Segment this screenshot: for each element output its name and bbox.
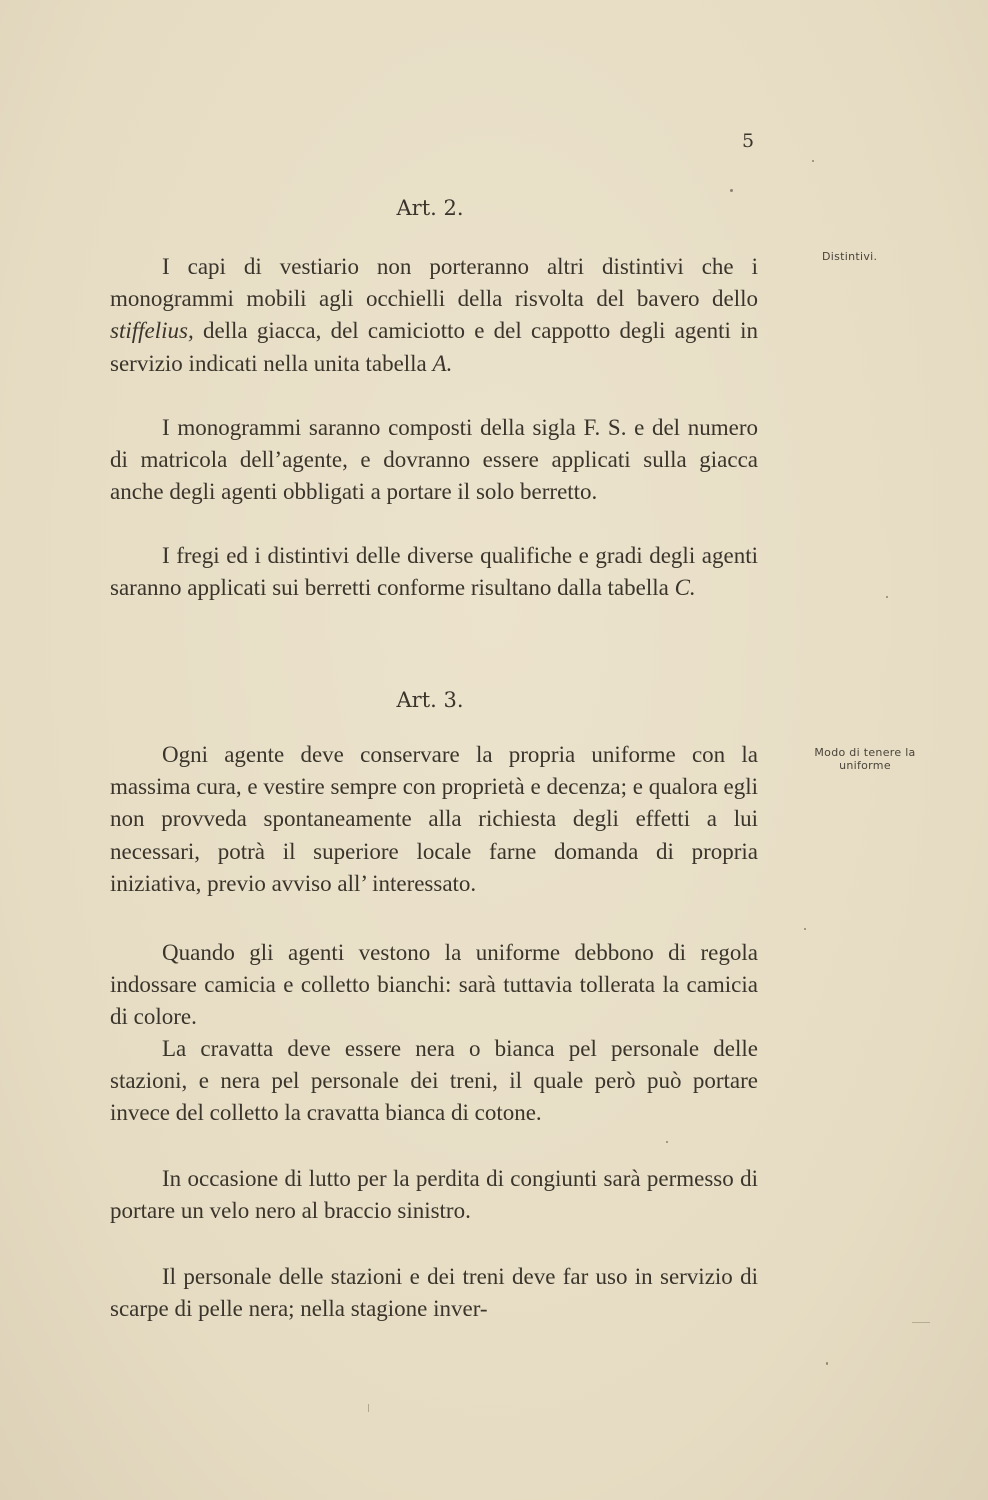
article-3-paragraph-4: In occasione di lutto per la perdita di congiunti sarà permesso di portare un velo nero al braccio sinistro. — [110, 1166, 758, 1224]
article-3-paragraph-3: La cravatta deve essere nera o bianca pel personale delle stazioni, e nera pel personale dei treni, il quale però può portare invece del colletto la cravatta bianca di cotone. — [110, 1036, 758, 1126]
paper-speck — [886, 596, 888, 598]
p1-text-b: della giacca, del camiciotto e del cappotto degli agenti in servizio indicati nella unita tabella — [110, 318, 758, 376]
paper-speck — [730, 189, 733, 192]
article-2-heading: Art. 2. — [396, 196, 464, 220]
article-2-paragraph-1 — [110, 251, 758, 380]
article-3-paragraph-5: Il personale delle stazioni e dei treni deve far uso in servizio di scarpe di pelle nera; nella stagione inver- — [110, 1264, 758, 1322]
margin-note-modo-uniforme: Modo di tenere la uniforme — [814, 746, 916, 772]
p1-text-a: I capi di vestiario non porteranno altri distintivi che i monogrammi mobili agli occhielli della risvolta del bavero dello — [110, 254, 758, 312]
article-3-paragraph-1: Ogni agente deve conservare la propria uniforme con la massima cura, e vestire sempre con proprietà e decenza; e qualora egli non provveda spontaneamente alla richiesta degli effetti a lui necessari, potrà il superiore locale farne domanda di propria iniziativa, previo avviso all’ interessato. — [110, 742, 758, 896]
paper-speck — [826, 1362, 828, 1365]
paper-speck — [912, 1322, 930, 1323]
paper-speck — [666, 1141, 668, 1143]
paper-speck — [368, 1404, 369, 1412]
article-2-paragraph-3 — [110, 540, 758, 604]
p3-text: I fregi ed i distintivi delle diverse qualifiche e gradi degli agenti saranno applicati sui berretti conforme risultano dalla tabella — [110, 543, 758, 601]
article-3-paragraph-2: Quando gli agenti vestono la uniforme debbono di regola indossare camicia e colletto bianchi: sarà tuttavia tollerata la camicia di colore. — [110, 940, 758, 1030]
paper-speck — [804, 928, 806, 930]
p1-table-ref: A. — [432, 350, 453, 376]
article-3-heading: Art. 3. — [396, 688, 464, 712]
p3-table-ref: C. — [674, 575, 696, 601]
p1-italic-term: stiffelius, — [110, 318, 194, 344]
margin-note-distintivi: Distintivi. — [822, 250, 878, 263]
page-number: 5 — [742, 130, 755, 152]
article-2-paragraph-2: I monogrammi saranno composti della sigla F. S. e del numero di matricola dell’agente, e dovranno essere applicati sulla giacca anche degli agenti obbligati a portare il solo berretto. — [110, 415, 758, 505]
paper-speck — [812, 160, 814, 162]
